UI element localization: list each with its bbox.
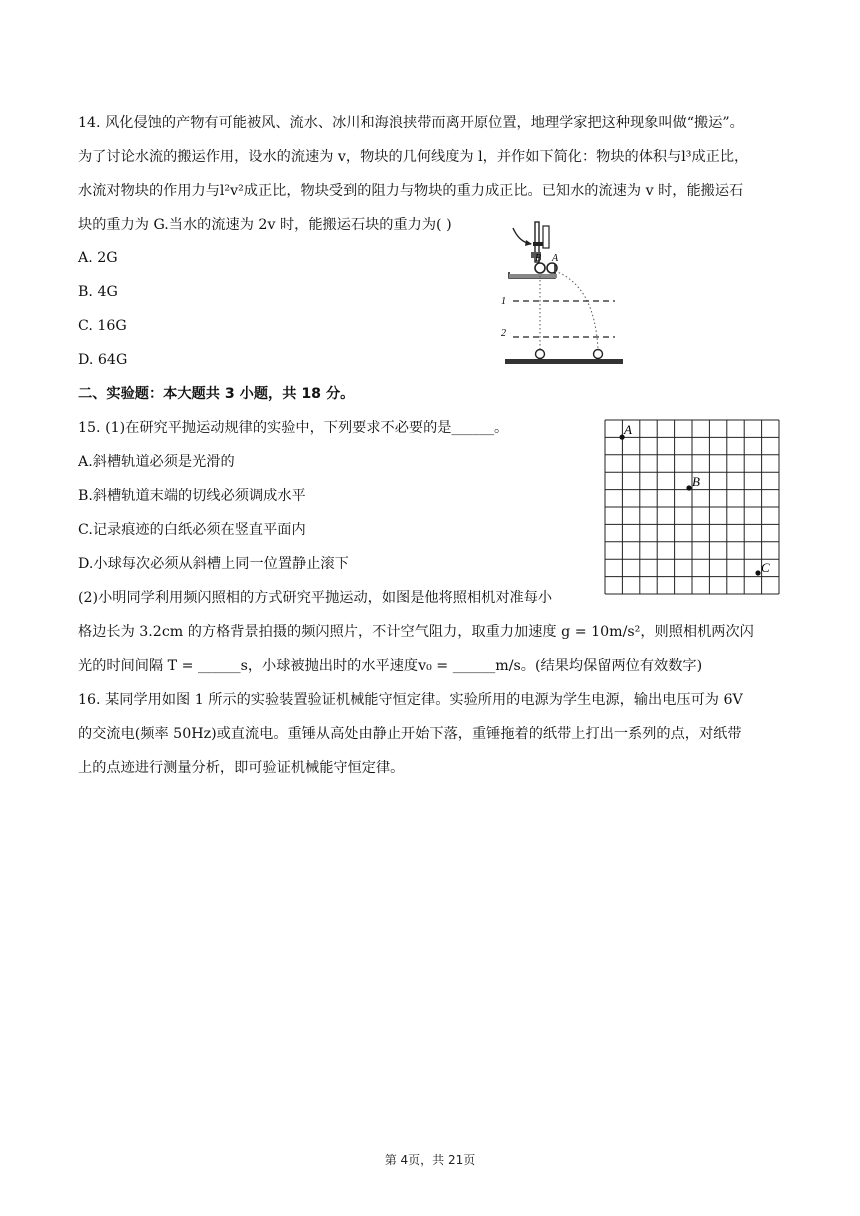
q14-apparatus-figure [495,216,630,372]
section-heading: 二、实验题：本大题共 3 小题，共 18 分。 [78,386,355,402]
q14-option-b: B. 4G [78,284,118,300]
strike-arrowhead [525,240,532,246]
ground [505,359,623,364]
platform-base [509,274,557,278]
level-2-label: 2 [501,328,506,339]
q15-option-c: C.记录痕迹的白纸必须在竖直平面内 [78,522,306,538]
q16-line-3: 上的点迹进行测量分析，即可验证机械能守恒定律。 [78,760,405,776]
q16-line-1: 16. 某同学用如图 1 所示的实验装置验证机械能守恒定律。实验所用的电源为学生电源，输出电压可为 6V [78,692,743,708]
ball-b [535,263,545,273]
q14-option-c: C. 16G [78,318,127,334]
level-1-label: 1 [501,296,506,307]
q15-line-4: 光的时间间隔 T = ______s，小球被抛出时的水平速度v₀ = ______m/s。(结果均保留两位有效数字) [78,658,703,674]
ball-b-landed [536,350,545,359]
q14-option-d: D. 64G [78,352,128,368]
point-b-label: B [692,474,700,489]
point-a-label: A [624,422,632,437]
q15-grid-figure [604,419,780,595]
q16-line-2: 的交流电(频率 50Hz)或直流电。重锤从高处由静止开始下落，重锤拖着的纸带上打出一系列的点，对纸带 [78,726,742,742]
q15-option-b: B.斜槽轨道末端的切线必须调成水平 [78,488,306,504]
page-footer: 第 4页，共 21页 [384,1153,476,1167]
label-b: B [535,253,542,264]
q14-line-2: 为了讨论水流的搬运作用，设水的流速为 v，物块的几何线度为 l，并作如下简化：物块的体积与l³成正比， [78,149,749,165]
q15-option-a: A.斜槽轨道必须是光滑的 [78,454,235,470]
grid-lines [605,420,779,594]
striker-head [533,242,543,246]
striker-post [543,226,549,248]
path-a [555,271,598,350]
q15-option-d: D.小球每次必须从斜槽上同一位置静止滚下 [78,556,349,572]
point-c-label: C [761,560,770,575]
q14-line-4: 块的重力为 G.当水的流速为 2v 时，能搬运石块的重力为( ) [78,217,452,233]
label-a: A [552,253,559,264]
q15-line-2: (2)小明同学利用频闪照相的方式研究平抛运动，如图是他将照相机对准每小 [78,590,553,606]
ball-a-landed [594,350,603,359]
point-c [755,570,760,575]
q15-line-1: 15. (1)在研究平抛运动规律的实验中，下列要求不必要的是______。 [78,420,509,436]
q14-option-a: A. 2G [78,250,118,266]
point-b [686,485,691,490]
q14-line-3: 水流对物块的作用力与l²v²成正比，物块受到的阻力与物块的重力成正比。已知水的流速为 v 时，能搬运石 [78,183,744,199]
q15-line-3: 格边长为 3.2cm 的方格背景拍摄的频闪照片，不计空气阻力，取重力加速度 g = 10m/s²，则照相机两次闪 [78,624,754,640]
q14-line-1: 14. 风化侵蚀的产物有可能被风、流水、冰川和海浪挟带而离开原位置，地理学家把这种现象叫做“搬运”。 [78,115,744,131]
